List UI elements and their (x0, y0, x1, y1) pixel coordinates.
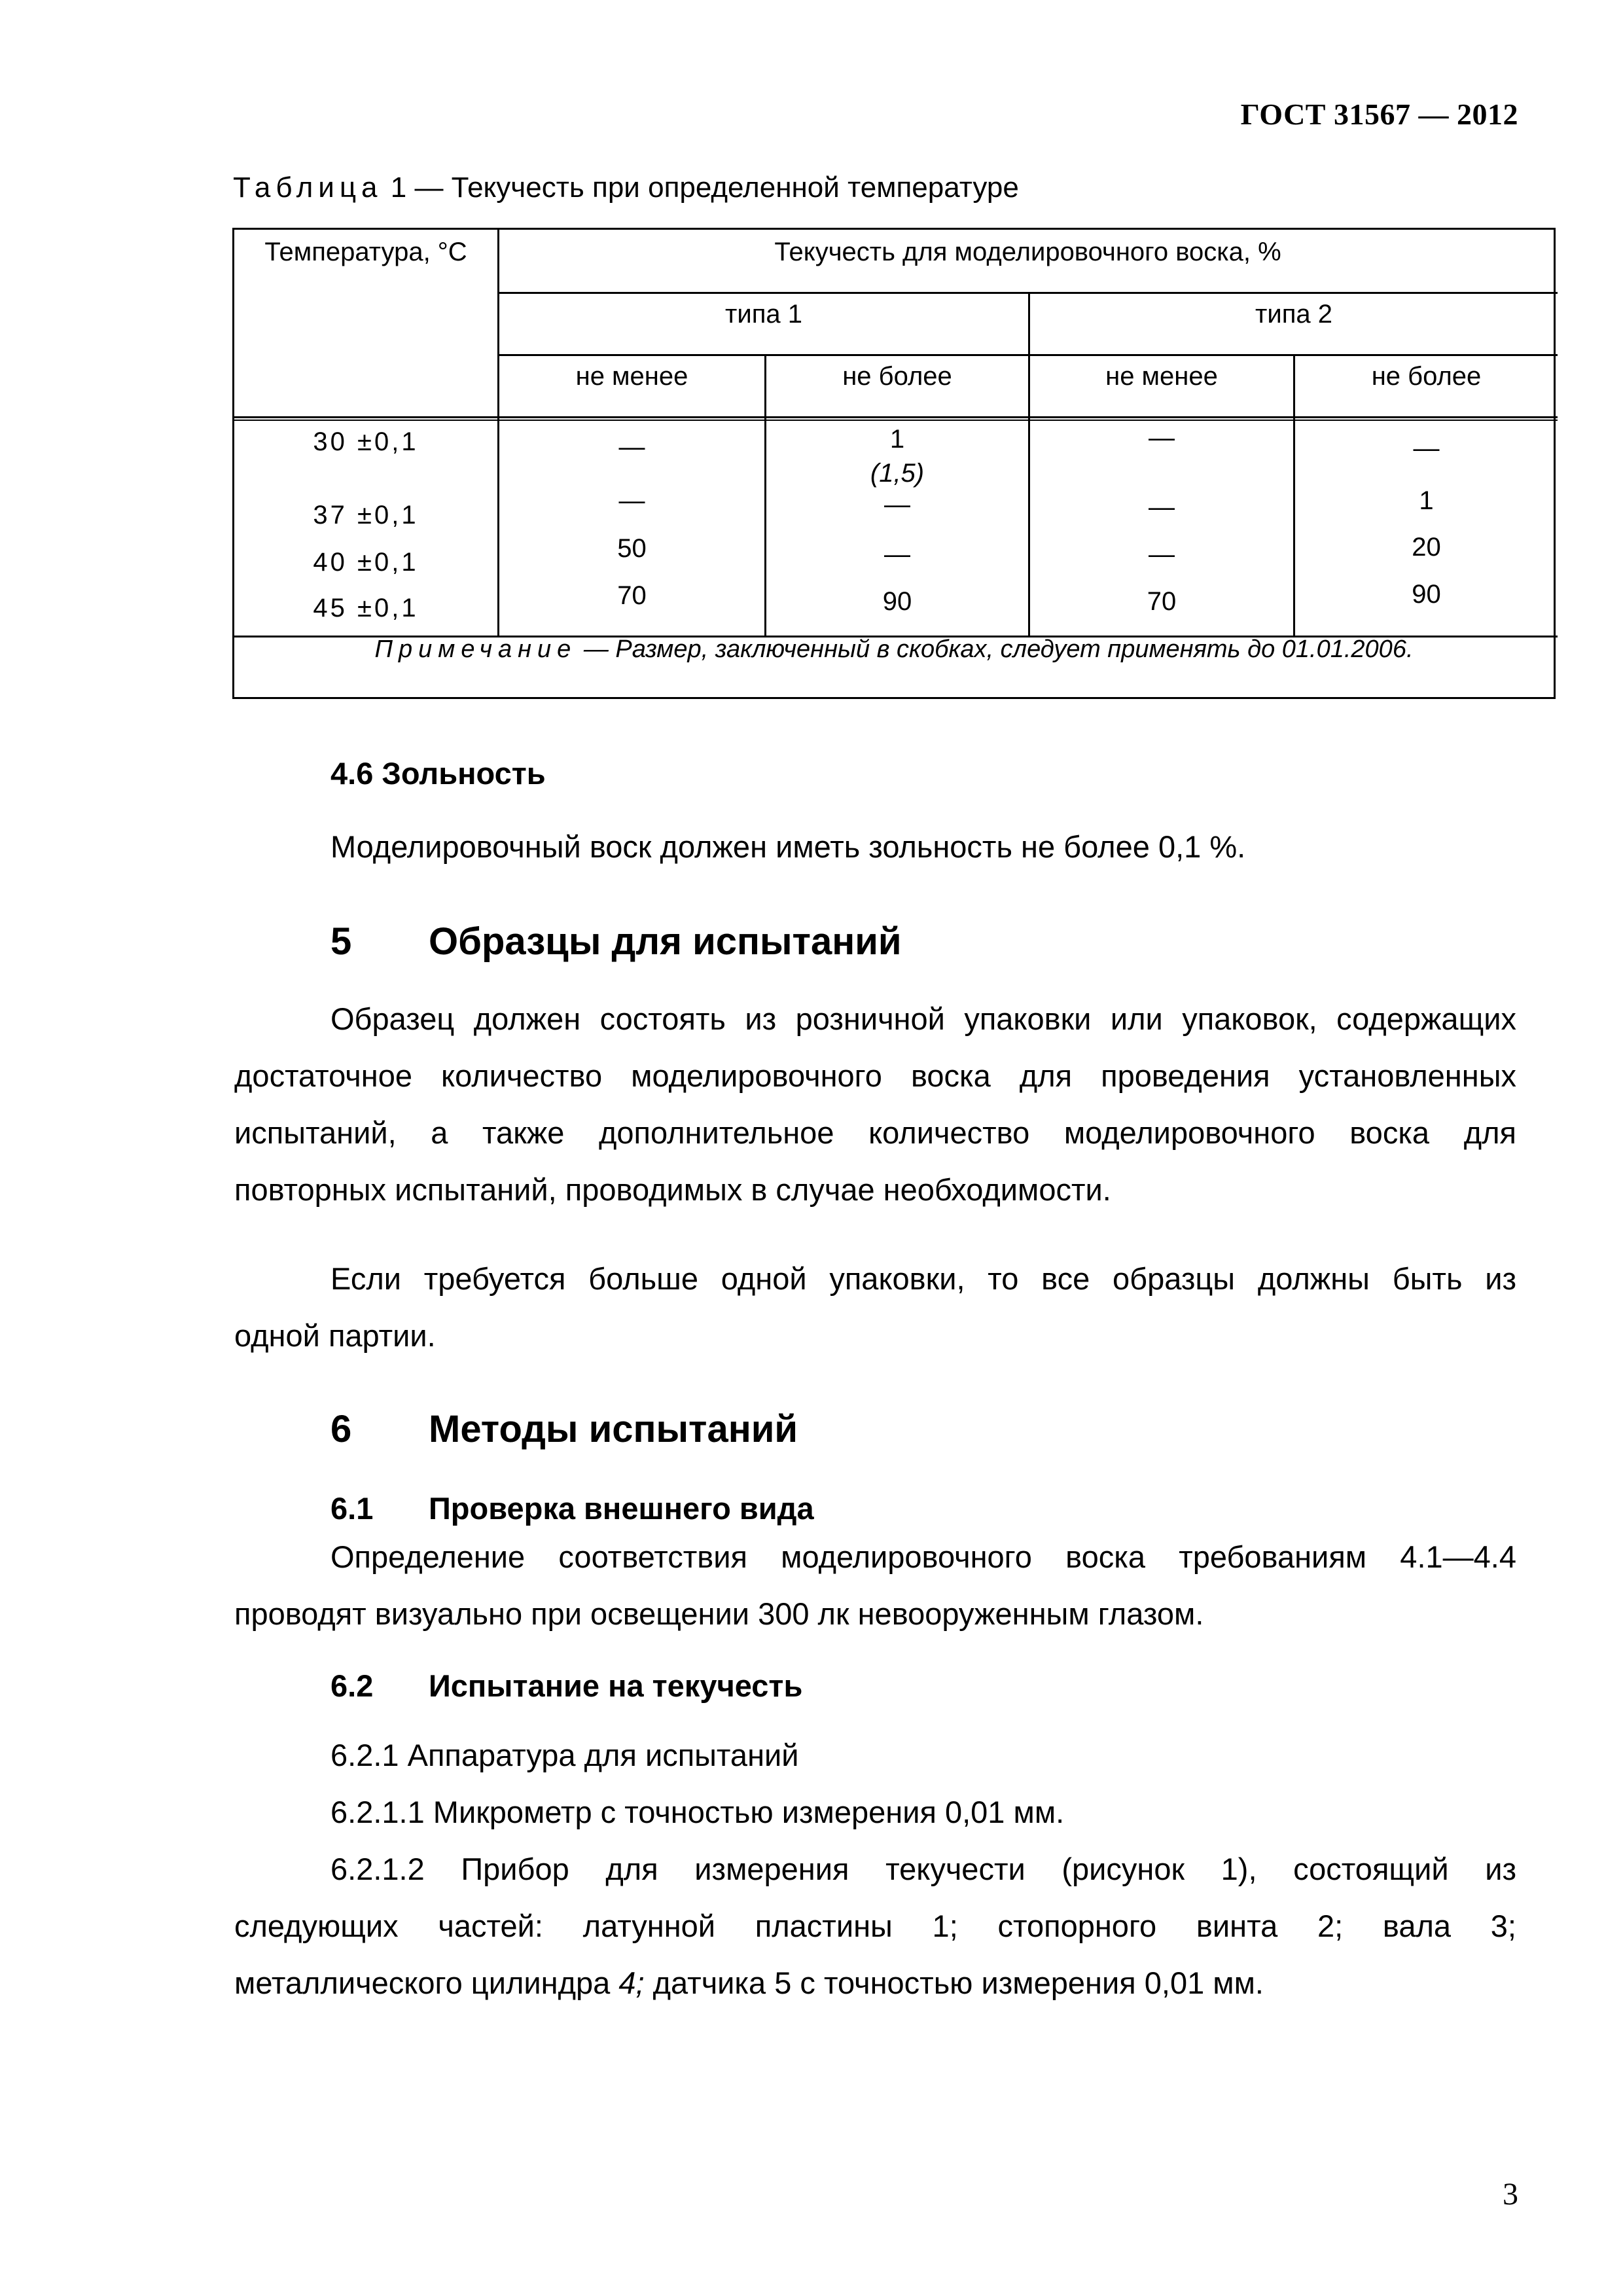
section-6-number: 6 (330, 1408, 352, 1450)
table-note (234, 636, 1554, 664)
t1-min-cell: — (618, 433, 645, 461)
note-text: — Размер, заключенный в скобках, следует применять до 01.01.2006. (577, 636, 1414, 663)
section-6-2-1: 6.2.1 Аппаратура для испытаний (330, 1738, 799, 1772)
section-6-1-line: проводят визуально при освещении 300 лк невооруженным глазом. (234, 1596, 1204, 1631)
note-label: Примечание (374, 636, 577, 663)
header-type1-max: не более (842, 362, 952, 391)
t1-max-cell: 1 (889, 425, 905, 454)
document-code: ГОСТ 31567 — 2012 (1240, 98, 1518, 131)
section-6-2-1-1: 6.2.1.1 Микрометр с точностью измерения 0,01 мм. (330, 1795, 1065, 1829)
header-type1-min: не менее (575, 362, 688, 391)
section-6-2-number: 6.2 (330, 1668, 374, 1703)
t1-min-cell: 50 (617, 534, 647, 563)
t2-min-cell: — (1149, 540, 1175, 569)
t2-max-cell: 90 (1412, 580, 1441, 609)
line-part: датчика 5 с точностью измерения 0,01 мм. (644, 1965, 1264, 2000)
header-flow: Текучесть для моделировочного воска, % (774, 238, 1281, 266)
header-type1: типа 1 (725, 300, 802, 329)
section-4-6-heading: 4.6 Зольность (330, 756, 546, 791)
section-5-p1-line: повторных испытаний, проводимых в случае необходимости. (234, 1172, 1111, 1207)
temp-cell: 30 ±0,1 (313, 427, 419, 456)
t2-max-cell: — (1413, 434, 1440, 463)
t2-max-cell: 1 (1419, 486, 1434, 515)
temp-cell: 37 ±0,1 (313, 501, 419, 529)
header-temperature: Температура, °С (264, 238, 467, 266)
flow-table (232, 228, 1556, 699)
section-5-p2-line: одной партии. (234, 1318, 436, 1353)
section-6-1-number: 6.1 (330, 1491, 374, 1526)
header-type2: типа 2 (1255, 300, 1332, 329)
header-type2-max: не более (1371, 362, 1482, 391)
t2-min-cell: — (1149, 423, 1175, 452)
section-6-1-title: Проверка внешнего вида (429, 1491, 814, 1526)
t1-min-cell: — (618, 486, 645, 515)
t2-min-cell: 70 (1147, 587, 1177, 616)
temp-cell: 40 ±0,1 (313, 548, 419, 577)
section-5-p1-line: Образец должен состоять из розничной упаковки или упаковок, содержащих (330, 1001, 1516, 1036)
section-6-title: Методы испытаний (429, 1408, 798, 1450)
t1-max-cell: — (884, 490, 910, 519)
section-6-2-1-2-line: следующих частей: латунной пластины 1; стопорного винта 2; вала 3; (234, 1909, 1516, 1943)
header-type2-min: не менее (1105, 362, 1218, 391)
table-title-label: Таблица (233, 171, 383, 204)
t1-max-cell: 90 (882, 587, 912, 616)
table-title-text: 1 — Текучесть при определенной температуре (382, 171, 1019, 204)
t1-max-cell: — (884, 540, 910, 569)
section-4-6-text: Моделировочный воск должен иметь зольность не более 0,1 %. (330, 829, 1246, 864)
t2-max-cell: 20 (1412, 533, 1441, 562)
section-6-2-1-2-line (234, 1954, 1516, 2011)
line-part-italic: 4; (618, 1965, 645, 2000)
section-5-p1-line: достаточное количество моделировочного воска для проведения установленных (234, 1058, 1516, 1093)
section-6-1-line: Определение соответствия моделировочного воска требованиям 4.1—4.4 (330, 1539, 1516, 1574)
section-5-number: 5 (330, 920, 352, 963)
t2-min-cell: — (1149, 493, 1175, 522)
section-6-2-1-2-line: 6.2.1.2 Прибор для измерения текучести (рисунок 1), состоящий из (330, 1852, 1516, 1886)
t1-max-cell: (1,5) (870, 459, 925, 488)
section-6-2-title: Испытание на текучесть (429, 1668, 803, 1703)
table-title (233, 171, 1019, 204)
t1-min-cell: 70 (617, 581, 647, 610)
section-5-p2-line: Если требуется больше одной упаковки, то все образцы должны быть из (330, 1261, 1516, 1296)
section-5-title: Образцы для испытаний (429, 920, 902, 963)
page-number: 3 (1503, 2177, 1518, 2212)
section-5-p1-line: испытаний, а также дополнительное количество моделировочного воска для (234, 1115, 1516, 1150)
line-part: металлического цилиндра (234, 1965, 619, 2000)
temp-cell: 45 ±0,1 (313, 594, 419, 622)
